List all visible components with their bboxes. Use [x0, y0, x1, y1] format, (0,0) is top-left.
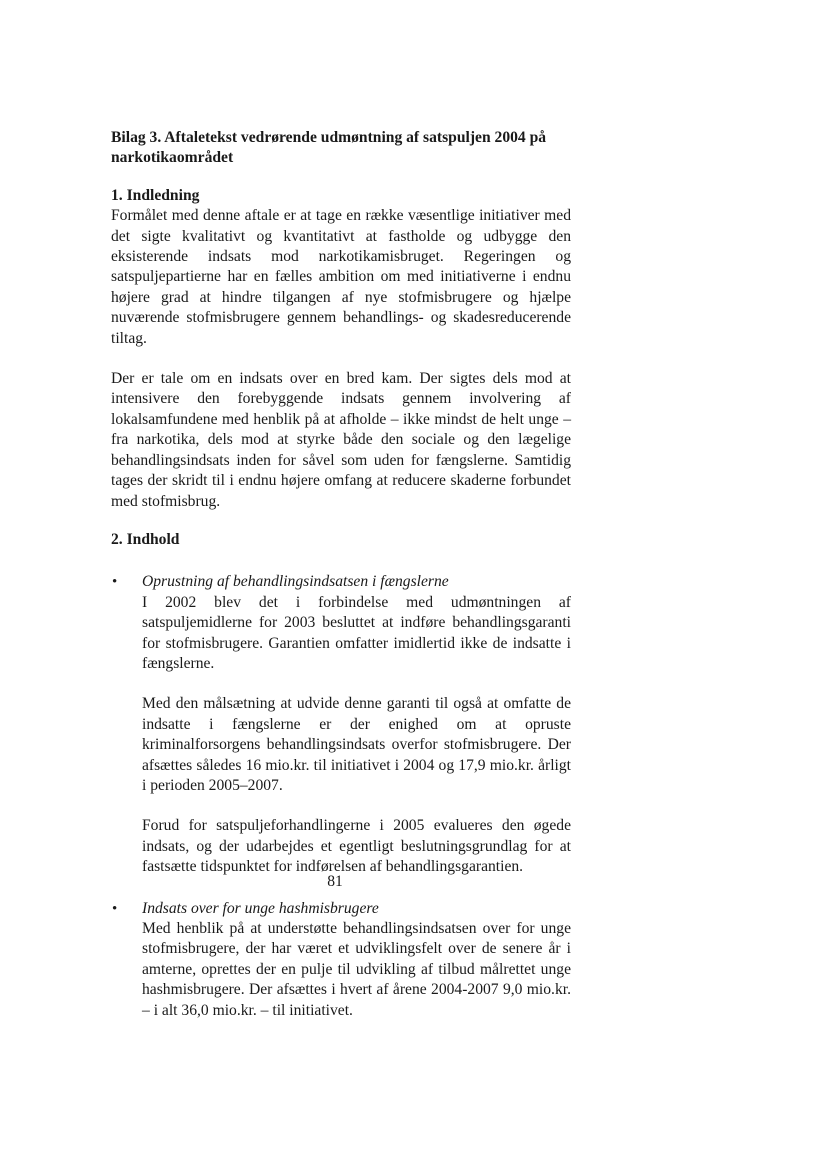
section-heading-indhold: 2. Indhold — [111, 530, 180, 548]
bullet-item-hashmisbrugere — [111, 899, 571, 1021]
bullet-paragraph: Med henblik på at understøtte behandlingsindsatsen over for unge stofmisbrugere, der har været et udviklingsfelt over de senere år i amterne, oprettes der en pulje til udvikling af tilbud målrettet unge hashmisbrugere. Der afsættes i hvert af årene 2004-2007 9,0 mio.kr. – i alt 36,0 mio.kr. – til initiativet. — [142, 920, 571, 1019]
content-bullet-list — [111, 572, 571, 1021]
bullet-heading-hashmisbrugere: Indsats over for unge hashmisbrugere — [142, 899, 379, 917]
bullet-item-faengsler — [111, 572, 571, 877]
bullet-paragraph: I 2002 blev det i forbindelse med udmøntningen af satspuljemidlerne for 2003 besluttet at indføre behandlingsgaranti for stofmisbrugere. Garantien omfatter imidlertid ikke de indsatte i fængslerne. — [142, 593, 571, 672]
bullet-icon: • — [112, 900, 118, 917]
page-number: 81 — [327, 873, 343, 890]
document-title: Bilag 3. Aftaletekst vedrørende udmøntning af satspuljen 2004 på narkotikaområdet — [111, 129, 547, 167]
intro-paragraph-1: Formålet med denne aftale er at tage en række væsentlige initiativer med det sigte kvalitativt og kvantitativt at fastholde og udbygge den eksisterende indsats mod narkotikamisbruget. Regeringen og satspuljepartierne har en fælles ambition om med initiativerne i endnu højere grad at hindre tilgangen af nye stofmisbrugere og hjælpe nuværende stofmisbrugere gennem behandlings- og skadesreducerende tiltag. — [111, 207, 571, 347]
intro-paragraph-2: Der er tale om en indsats over en bred kam. Der sigtes dels mod at intensivere den forebyggende indsats gennem involvering af lokalsamfundene med henblik på at afholde – ikke mindst de helt unge – fra narkotika, dels mod at styrke både den sociale og den lægelige behandlingsindsats inden for såvel som uden for fængslerne. Samtidig tages der skridt til i endnu højere omfang at reducere skaderne forbundet med stofmisbrug. — [111, 370, 571, 510]
bullet-icon: • — [112, 574, 118, 591]
bullet-paragraph: Forud for satspuljeforhandlingerne i 2005 evalueres den øgede indsats, og der udarbejdes et egentligt beslutningsgrundlag for at fastsætte tidspunktet for indførelsen af behandlingsgarantien. — [142, 817, 571, 876]
bullet-paragraph: Med den målsætning at udvide denne garanti til også at omfatte de indsatte i fængslerne er der enighed om at opruste kriminalforsorgens behandlingsindsats overfor stofmisbrugere. Der afsættes således 16 mio.kr. til initiativet i 2004 og 17,9 mio.kr. årligt i perioden 2005–2007. — [142, 695, 571, 794]
section-heading-indledning: 1. Indledning — [111, 186, 200, 204]
bullet-heading-faengsler: Oprustning af behandlingsindsatsen i fængslerne — [142, 573, 449, 591]
